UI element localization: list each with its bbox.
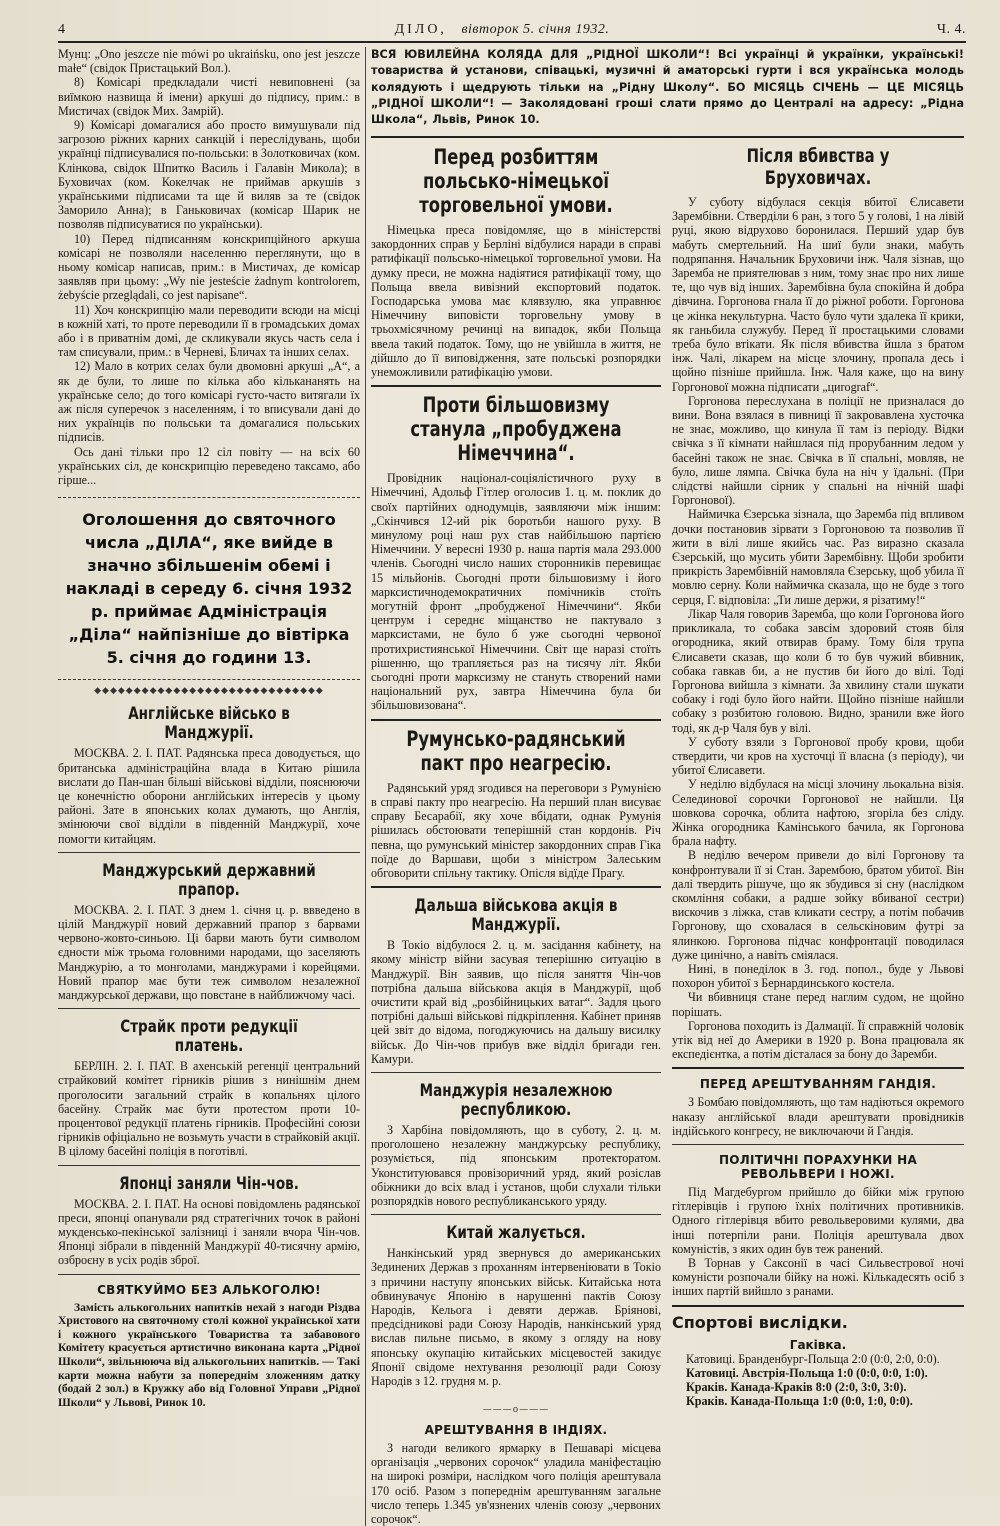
sports-result: Краків. Канада-Краків 8:0 (2:0, 3:0, 3:0). — [686, 1380, 907, 1395]
gandhi-text: З Бомбаю повідомляють, що там надіються окремого наказу англійської влади арештувати провідників індійського конгресу, не виключаючи й Гандія. — [672, 1095, 964, 1138]
news-headline: Страйк проти редукції платень. — [120, 1017, 298, 1056]
bruchovychi-article — [672, 195, 964, 1061]
alcohol-free-notice — [58, 1301, 360, 1410]
news-list-middle — [371, 139, 661, 1401]
news-item — [371, 145, 661, 387]
masthead — [58, 22, 966, 43]
news-headline: Японці заняли Чін-чов. — [119, 1173, 299, 1193]
divider-dots: ◆◆◆◆◆◆◆◆◆◆◆◆◆◆◆◆◆◆◆◆◆◆◆◆◆◆◆◆◆ — [94, 686, 324, 697]
news-item — [58, 1174, 360, 1268]
bruchovychi-title: Після вбивства у Бруховичах. — [746, 145, 890, 189]
banner-spacer-right — [672, 47, 964, 139]
divider — [672, 1144, 964, 1145]
divider — [58, 1165, 360, 1166]
konskrypcija-paragraph: 12) Мало в котрих селах були двомовні аркуші „A“, а як де були, то лише по кілька або кількананять на українське село; до того комісарі густо-часто витягали їх аж після суперечок з населенням, і то вписували дані до них українців по польськи та домагалися польських підписів. — [58, 359, 360, 445]
bruchovychi-paragraph: Чи вбивниця стане перед наглим судом, не щойно порішать. — [672, 990, 964, 1019]
bruchovychi-paragraph: У суботу відбулася секція вбитої Єлисавети Зарембівни. Стверділи 6 ран, з того 5 у голові, 1 на лівій руці, якою відрухово боронилася. Перший удар був мабуть смертельний. На шиї були знаки, мабуть подряпання. Начальник Бруховичи інж. Чаля зізнав, що Заремба не приятелював з ним, тому знає про них лише те, що чув від інших. Зарембівна була спокійна й добра дівчина. Горгонова гнала її до ріжної роботи. Горгонова це жінка некультурна. Часто було чути здалека її крики, як ганьбила служубу. Перед її простацькими словами треба було втікати. Як після вбивства йшла з братом інж. Чалі, лікарем на місце злочину, пропала десь і щойно пізніше прийшла. Інж. Чаля каже, що на вину Горгонової можна підписати „циrograf“. — [672, 195, 964, 394]
news-item — [371, 727, 661, 888]
holiday-issue-announcement: Оголошення до святочного числа „ДІЛА“, яке вийде в значно збільшенім обемі і накладі в середу 6. січня 1932 р. приймає Адміністрація „Діла“ найпізніше до вівтірка 5. січня до години 13. — [58, 497, 360, 680]
news-headline: Манджурія незалежною республикою. — [419, 1080, 613, 1119]
issue-date: вівторок 5. січня 1932. — [461, 22, 610, 37]
konskrypcija-paragraph: 9) Комісарі домагалися або просто вимушували під загрозою ріжних карних санкцій і переслідувань, щоби українці підписувалися по-польськи: в Золотковичах (ком. Клінкова, свідок Шпитко Василь і Галавін Микола); в Буховичах (ком. Кокелчак не приймав аркушів з українськими підписами та ще й виляв за те (свідок Заморило Анна); в Ганьковичах (комісар Шарик не позволяв підписуватися по українськи). — [58, 118, 360, 232]
divider — [58, 852, 360, 853]
divider — [58, 1008, 360, 1009]
alcohol-free-text: Замість алькогольних напитків нехай з нагоди Різдва Христового на святочному столі кожної української хати і кожного українського Товариства та забавового Комітету красується артистично виконана карта „Рідної Школи“, звільнююча від алькогольних напитків. — Такі карти можна набути за попереднім зложенням датку (бодай 2 зол.) в Кружку або від Головної Управи „Рідної Школи“ у Львові, Ринок 10. — [58, 1300, 360, 1409]
divider-small: ———o——— — [482, 1405, 550, 1415]
arrests-india-title: АРЕШТУВАННЯ В ІНДІЯХ. — [424, 1423, 608, 1437]
column-right — [672, 47, 964, 1526]
bruchovychi-paragraph: У неділю відбулася на місці злочину льокальна візія. Селединової сорочки Горгонової не найшли. Ця шовкова сорочка, облита нафтою, згоріла без сліду. Жінка огородника Камінського бачила, як Горгонова брала нафту. — [672, 777, 964, 849]
news-item — [371, 896, 661, 1073]
divider — [371, 1072, 661, 1073]
news-item — [58, 1017, 360, 1165]
news-text: МОСКВА. 2. І. ПАТ. З днем 1. січня ц. р. ввведено в цілій Манджурії новий державний прапор з барвами червоно-жовто-синьою. Ці барви мають бути символом єдности між трьома головними народами, що заселяють Манджурію, а то монголами, манджурами і корейцями. Новий прапор має бути теж символом незалежної манджурської держави, що повстане в найближчому часі. — [58, 902, 360, 1002]
divider — [371, 1214, 661, 1215]
politics-article — [672, 1185, 964, 1299]
news-list-left — [58, 704, 360, 1267]
politics-paragraph: В Торнав у Саксонії в часі Сильвестрової ночі комуністи розпочали бійку на ножі. Кількадесять осіб з інших партій вийшло з ранами. — [672, 1256, 964, 1299]
divider — [672, 1305, 964, 1307]
news-headline: Румунсько-радянський пакт про неагресію. — [406, 726, 626, 775]
page-number: 4 — [58, 22, 66, 37]
columns — [58, 47, 966, 1526]
bruchovychi-paragraph: У суботу взяли з Горгонової пробу крови, щоби ствердити, чи кров на хусточці її власна (з періоду), чи убитої Єлисавети. — [672, 734, 964, 778]
bruchovychi-paragraph: Лікар Чаля говорив Заремба, що коли Горгонова його прикликала, то собака завсім здоровий стояв біля огородника, який отвирав браму. Тому біля трупа Єлисавети сказав, що коли б то був чужий вбивник, собака гавкав би, а не пустив би його до вілі. Тоді Горгонова вийшла з кімнати. За хвилину стали шукати собаку і годі було його найти. Щойно пізніше найшли собаку з розбитою головою. Видно, зранили вже його тоді, як д-р Чаля був у вілі. — [672, 606, 964, 735]
bruchovychi-paragraph: Наймичка Єзерська зізнала, що Заремба під впливом дочки постановив зірвати з Горгоновою та позволив її жити в вілі лише якийсь час. Раз виразно сказала Єзерській, що мусить убити Зарембівну. Щоби зробити прикрість Зарембівній намовляла Єзерську, щоб убила її мовлю серну. Коли наймичка сказала, що не буде з того серця, Г. відповіла: „Ти лише держи, я різатиму!“ — [672, 507, 964, 607]
news-item — [371, 393, 661, 720]
banner-text: ВСЯ ЮВИЛЕЙНА КОЛЯДА ДЛЯ „РІДНОЇ ШКОЛИ“! Всі українці й українки, українські! товариства й установи, співацькі, музичні й аматорські гурти і вся українська молодь колядують і щедрують тільки на „Рідну Школу“. БО МІСЯЦЬ СІЧЕНЬ — ЦЕ МІСЯЦЬ „РІДНОЇ ШКОЛИ“! — Заколядовані гроші слати прямо до Централі на адресу: „Рідна Школа“, Львів, Ринок 10. — [371, 48, 964, 127]
sports-title: Спортові вислідки. — [672, 1312, 848, 1332]
news-text: Радянський уряд згодився на переговори з Румунією в справі пакту про неагресію. На перший план висуває справу Бесарабії, яку хоче вбідати, однак Румунія рішилась обстоювати теперішній стан кордонів. Річ певна, що румунський міністер закордонних справ Гіка поїде до Варшави, щоби з міністром Залеським обговорити спільну тактику. Опісля відїде Прагу. — [371, 780, 661, 880]
konskrypcija-paragraph: Мунц: „Ono jeszcze nie mówi po ukraińsku, ono jest jeszcze małe“ (свідок Пристацький Вол.). — [58, 47, 360, 76]
news-headline: Проти більшовизму станула „пробуджена Німеччина“. — [410, 393, 622, 466]
gandhi-title: ПЕРЕД АРЕШТУВАННЯМ ГАНДІЯ. — [699, 1077, 937, 1092]
divider — [58, 1274, 360, 1275]
konskrypcija-paragraph: 8) Комісарі предкладали чисті невиповнені (за виїмкою назвища й імени) аркуші до підпису, прим.: в Мистичах (свідок Мих. Замрій). — [58, 75, 360, 118]
politics-paragraph: Під Магдебургом прийшло до бійки між групою гітлерівців і групою їхніх політичних противників. Одного гітлерівця вбито револьверовими кулями, два інші потерпіли рани. Поліція арештувала двох комуністів, з яких один був теж ранений. — [672, 1185, 964, 1256]
news-text: Нанкінський уряд звернувся до американських Зединених Держав з проханням інтервеніювати в Токіо з причини наступу японських військ. Китайська нота обвинувачує Японію в нарушенні пактів Союзу Народів, Кельога і девяти держав. Бріянові, предсідникові ради Союзу Народів, нанкінський уряд вислав пильне письмо, в якому з огляду на нову японську окупацію китайських місцевостей закидує Японії свідоме нехтування резолюції ради Союзу Народів з 12. грудня м. р. — [371, 1246, 661, 1388]
divider — [371, 886, 661, 888]
news-text: Німецька преса повідомляє, що в міністерстві закордонних справ у Берліні відбулися наради в справі ратифікації польсько-німецької торговельної умови. На думку преси, не можна надіятися ратифікації тому, що Польща ввела вивізний експортовий податок. Господарська умова має клявзулю, яка управнює Німеччину виповісти торговельну умову в трьохмісячному речинці на випадок, якби Польща ввела такий податок. Тому, що не увійшла в життя, не дійшло до її виповідження, зате польські розпорядки унеможливили ратифікацію умови. — [371, 223, 661, 380]
news-text: МОСКВА. 2. І. ПАТ. Радянська преса доводується, що британська адміністраційна влада в Китаю рішила вислати до Пан-шан більші військові відділи, пояснюючи це конечністю оборони англійських інтересів у цьому районі. Зате в японських колах думають, що Англія, змінюючи свої відділи в південній Манджурії, хоче помогти китайцям. — [58, 746, 360, 846]
bruchovychi-paragraph: Горгонова переслухана в поліції не призналася до вини. Вона взялася в пивниці її закровавлена хусточка не знає, можливо, що кинула її там із періоду. Відки свічка з її кімнати найшлася під прорубанним ледом у басейні також не знає. Свічка в її спальні, мовляв, не було, лише лямпа. Свічка була на ніч у їдальні. (При слідстві найшли сірник у спальні на нічній шафі Горгонової). — [672, 393, 964, 508]
politics-title: ПОЛІТИЧНІ ПОРАХУНКИ НА РЕВОЛЬВЕРИ І НОЖІ. — [718, 1153, 918, 1181]
masthead-center — [98, 22, 906, 38]
divider — [371, 719, 661, 721]
news-headline: Англійське військо в Манджурії. — [128, 704, 290, 743]
konskrypcija-paragraph: 10) Перед підписанням конскрипційного аркуша комісарі не позволяли населенню переглянути, що в ньому комісар написав, прим.: в Мистичах, де комісар заявляв при цьому: „Wy nie jesteście żadnym kontrolorem, żebyście przeglądali, co jest napisane“. — [58, 231, 360, 303]
news-headline: Китай жалується. — [446, 1223, 586, 1243]
konskrypcija-paragraph: Ось дані тільки про 12 сіл повіту — на всіх 60 українських сіл, де конскрипцію переведено таксамо, або гірше... — [58, 444, 360, 488]
news-text: Провідник націонал-соціялістичного руху в Німеччині, Адольф Гітлер оголосив 1. ц. м. поклик до своїх партійних однодумців, заявляючи між іншим: „Скінчився 12-ий рік боротьби нашого руху. В минулому році наш рух став найбільшою партією Німеччини. У вересні 1930 р. наша партія мала 293.000 членів. Сьогодні число наших сторонників перевищає 15 мільйонів. Сьогодні проти більшовизму і його марксистичнодемократичних помічників стоїть могутній фронт „пробудженої Німеччини“. Якби центрум і середнє міщанство не пактувало з марксистами, не було б уже сьогодні червоної протихристиянської Німеччини. Світ ще наразі стоїть рішенню, що трапляється раз на тисячу літ. Якби сьогодні проти марксизму не стануть створений нами національний рух, завтра Німеччина була би збільшовизована“. — [371, 471, 661, 713]
news-item — [371, 1223, 661, 1388]
alcohol-free-title: СВЯТКУЙМО БЕЗ АЛЬКОГОЛЮ! — [97, 1282, 321, 1297]
article-konskrypcija — [58, 47, 360, 487]
news-item — [58, 704, 360, 852]
news-text: З Харбіна повідомляють, що в суботу, 2. ц. м. проголошено незалежну манджурську республику, розуміється, під японським протекторатом. Уконституювався провізоричний уряд, який розіслав обіжники до всіх влад і установ, щоби слухали тільки розпорядків нового республиканського уряду. — [371, 1122, 661, 1208]
news-headline: Манджурський державний прапор. — [102, 860, 316, 899]
bruchovychi-paragraph: Горгонова походить із Далмації. Її справжній чоловік утік від неї до Америки в 1920 р. Вона працювала як експедієнтка, а потім дісталася за бону до Заремби. — [672, 1018, 964, 1062]
divider — [371, 385, 661, 387]
newspaper-title: ДІЛО, — [394, 22, 447, 37]
sports-result: Катовиці. Бранденбург-Польща 2:0 (0:0, 2:0, 0:0). — [686, 1351, 940, 1366]
sports-subtitle: Гаківка. — [789, 1337, 847, 1352]
issue-number: Ч. 4. — [936, 22, 966, 37]
news-headline: Перед розбиттям польсько-німецької торговельної умови. — [419, 145, 613, 217]
konskrypcija-paragraph: 11) Хоч конскрипцію мали переводити всюди на місці в кожній хаті, то проте переводили її в громадських домах або і в приватнім домі, де скликували якусь часть села і там списували, прим.: в Черневі, Бличах та інших селах. — [58, 302, 360, 360]
arrests-india-text: З нагоди великого ярмарку в Пешаварі місцева організація „червоних сорочок“ уладила маніфестацію на широкі розміри, наслідком чого поліція арештувала 170 осіб. Разом з попереднім арештуванням загальне число теперь 1.345 ув'язнених членів союзу „червоних сорочок“. — [371, 1441, 661, 1526]
column-left — [58, 47, 360, 1526]
bruchovychi-paragraph: В неділю вечером привели до вілі Горгонову та конфронтували її зі Стан. Зарембою, братом убитої. Він далі твердить рішуче, що як збудився зі сну (наслідком скомління собаки, а радше зойку вбиваної сестри) вискочив з ліжка, став кликати сестру, а потім побачив Горгонову, що сховалася в сельскіновим футрі за ялинкою. Горгонова підчас конфронтації поводилася дуже цинічно, а навіть сміялася. — [672, 848, 964, 962]
news-text: В Токіо відбулося 2. ц. м. засідання кабінету, на якому міністр війни засувая теперішню ситуацію в Манджурії. Він заявив, що після заняття Чін-чов потрібна дальша військова акція в Манджурії, щоб очистити край від „розбійницьких ватаг“. Задля цього потрібні дальші військові підкріплення. Кабінет приняв цей звіт до відома, погоджуючись на дальшу висилку військ. До Чін-чов прибув вже відділ бригади ген. Камури. — [371, 938, 661, 1066]
news-text: БЕРЛІН. 2. І. ПАТ. В ахенській регенції центральний страйковий комітет гірників рішив з нинішнім днем проголосити загальний страйк в копальнях цілого басейну. Страйк має бути протестом проти 10-процентової редукції платень гірників. Професійні союзи гірників офіціально не возьмуть участи в страйковій акції. В цілому басейні поліція в поготівлі. — [58, 1059, 360, 1159]
news-text: МОСКВА. 2. І. ПАТ. На основі повідомлень радянської преси, японці опанували ряд стратегічних точок в районі мукденсько-пекінської залізниці і заняли вчора Чін-чов. Японці зібрали в південній Манджурії 40-тисячну армію, озброєну в усіх родів зброї. — [58, 1196, 360, 1268]
divider — [672, 1067, 964, 1069]
news-item — [58, 861, 360, 1009]
bruchovychi-paragraph: Нині, в понеділок в 3. год. попол., буде у Львові похорон убитої з Бернардинського костела. — [672, 961, 964, 991]
sports-results — [672, 1352, 964, 1409]
sports-result: Краків. Канада-Польща 1:0 (0:0, 1:0, 0:0). — [686, 1394, 913, 1409]
news-item — [371, 1081, 661, 1215]
sports-result: Катовиці. Австрія-Польща 1:0 (0:0, 0:0, 1:0). — [686, 1365, 928, 1380]
news-headline: Дальша військова акція в Манджурії. — [414, 896, 618, 935]
